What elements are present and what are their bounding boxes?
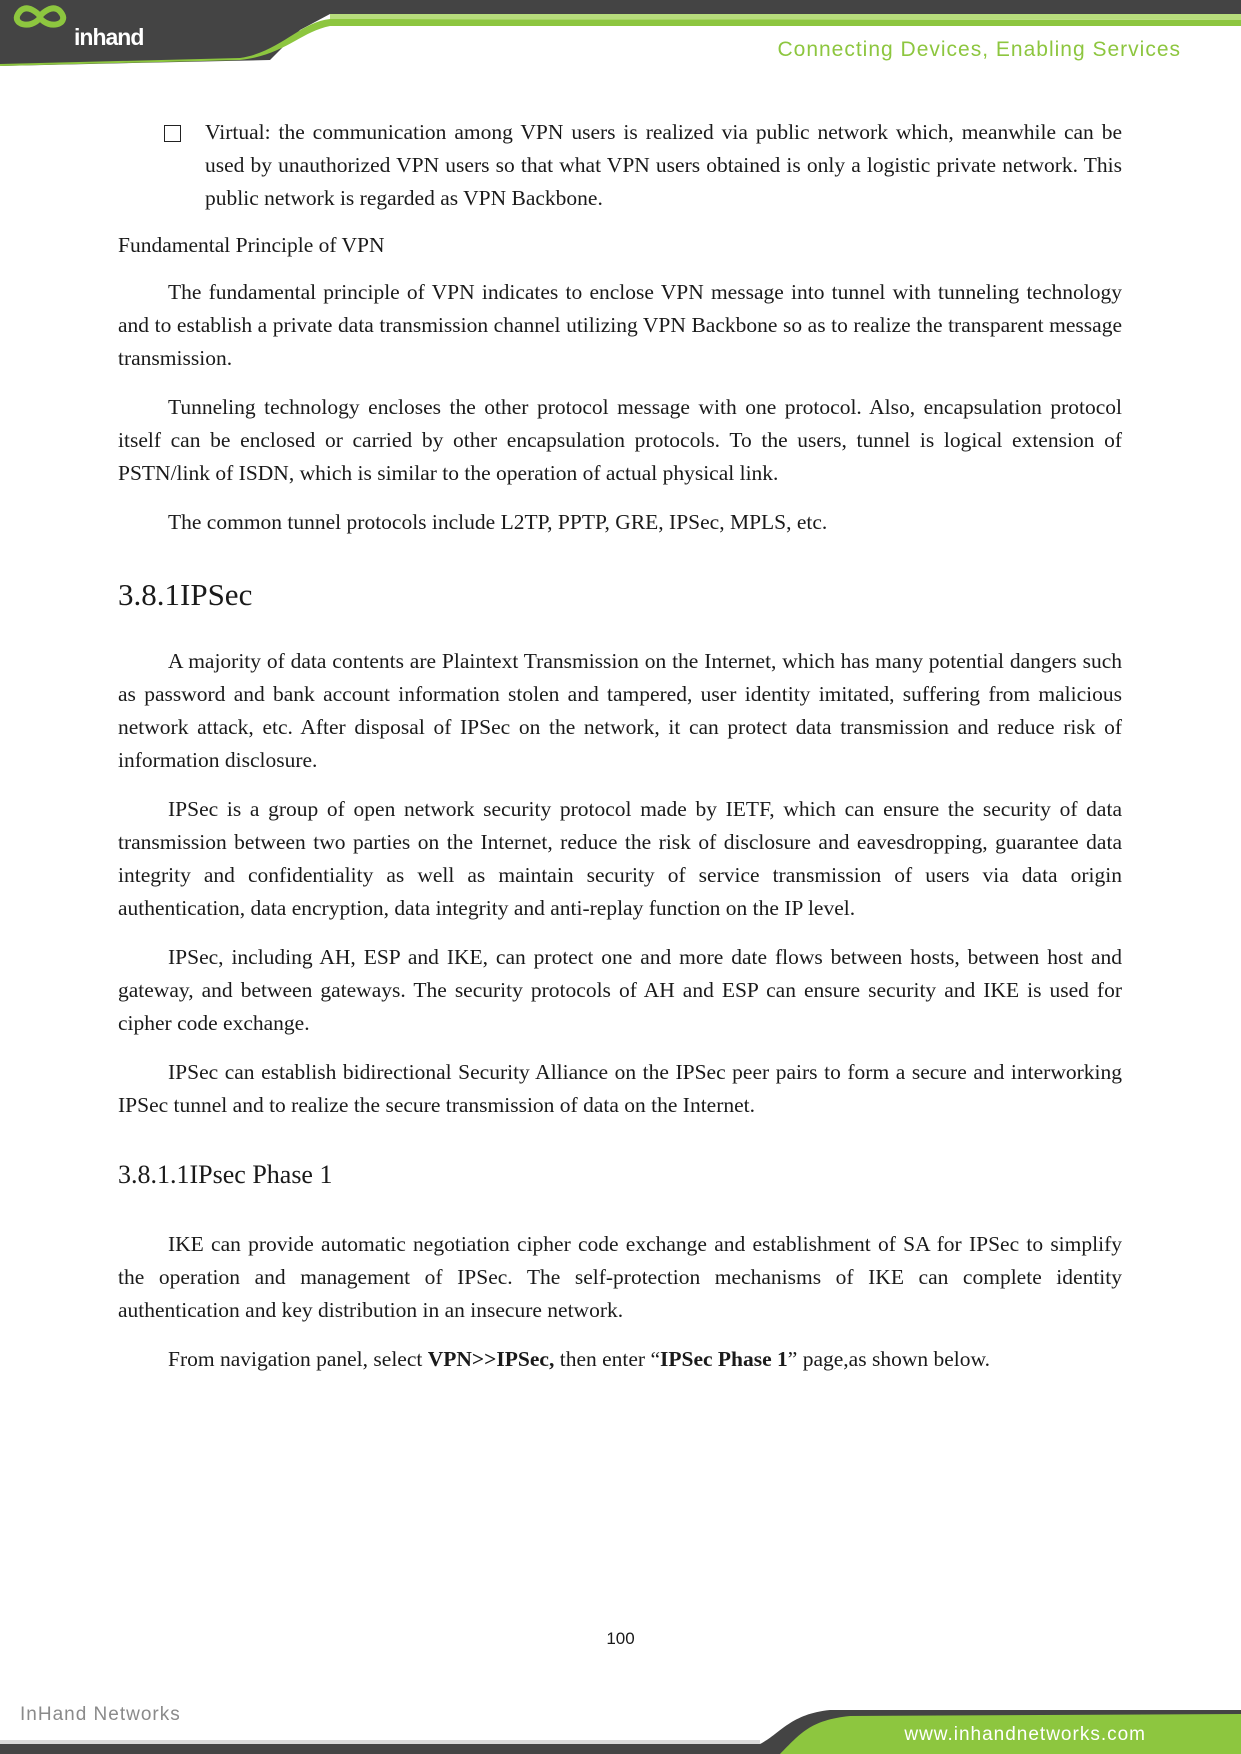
paragraph-ike: IKE can provide automatic negotiation cipher code exchange and establishment of SA for IPSec to simplify the operation and management of IPSec. The self-protection mechanisms of IKE can complete identity authentication and key distribution in an insecure network. [118,1232,1122,1322]
paragraph-ipsec-3: IPSec, including AH, ESP and IKE, can protect one and more date flows between hosts, between host and gateway, and between gateways. The security protocols of AH and ESP can ensure security and IKE is used for cipher code exchange. [118,945,1122,1035]
fundamental-heading: Fundamental Principle of VPN [118,233,385,257]
page-number: 100 [606,1629,635,1648]
bullet-text: Virtual: the communication among VPN users is realized via public network which, meanwhile can be used by unauthorized VPN users so that what VPN users obtained is only a logistic private network. This public network is regarded as VPN Backbone. [205,120,1122,210]
paragraph-tunneling: Tunneling technology encloses the other protocol message with one protocol. Also, encapsulation protocol itself can be enclosed or carried by other encapsulation protocols. To the users, tunnel is logical extension of PSTN/link of ISDN, which is similar to the operation of actual physical link. [118,395,1122,485]
section-heading-phase1: 3.8.1.1IPsec Phase 1 [118,1160,333,1189]
bullet-item-virtual [118,116,1122,215]
page-content [118,116,1122,1392]
paragraph-ipsec-2: IPSec is a group of open network security protocol made by IETF, which can ensure the security of data transmission between two parties on the Internet, reduce the risk of disclosure and eavesdropping, guarantee data integrity and confidentiality as well as maintain security of service transmission of users via data origin authentication, data encryption, data integrity and anti-replay function on the IP level. [118,797,1122,920]
page-footer [0,1684,1241,1754]
footer-website-link[interactable]: www.inhandnetworks.com [904,1724,1146,1745]
logo-text: inhand [74,24,144,50]
inhand-logo-icon [0,0,80,55]
section-heading-ipsec: 3.8.1IPSec [118,577,253,612]
nav-middle: then enter “ [554,1347,660,1371]
paragraph-protocols: The common tunnel protocols include L2TP, PPTP, GRE, IPSec, MPLS, etc. [168,510,828,534]
square-bullet-icon [164,125,181,142]
footer-company: InHand Networks [20,1704,181,1725]
page-header [0,0,1241,70]
paragraph-navigation [118,1343,1122,1376]
paragraph-ipsec-1: A majority of data contents are Plaintext Transmission on the Internet, which has many potential dangers such as password and bank account information stolen and tampered, user identity imitated, suffering from malicious network attack, etc. After disposal of IPSec on the network, it can protect data transmission and reduce risk of information disclosure. [118,649,1122,772]
nav-path: VPN>>IPSec, [427,1347,555,1371]
nav-suffix: ” page,as shown below. [787,1347,990,1371]
nav-prefix: From navigation panel, select [168,1347,428,1371]
header-tagline: Connecting Devices, Enabling Services [777,38,1181,61]
paragraph-fundamental: The fundamental principle of VPN indicates to enclose VPN message into tunnel with tunneling technology and to establish a private data transmission channel utilizing VPN Backbone so as to realize the transparent message transmission. [118,280,1122,370]
paragraph-ipsec-4: IPSec can establish bidirectional Security Alliance on the IPSec peer pairs to form a secure and interworking IPSec tunnel and to realize the secure transmission of data on the Internet. [118,1060,1122,1117]
nav-page-name: IPSec Phase 1 [660,1347,788,1371]
